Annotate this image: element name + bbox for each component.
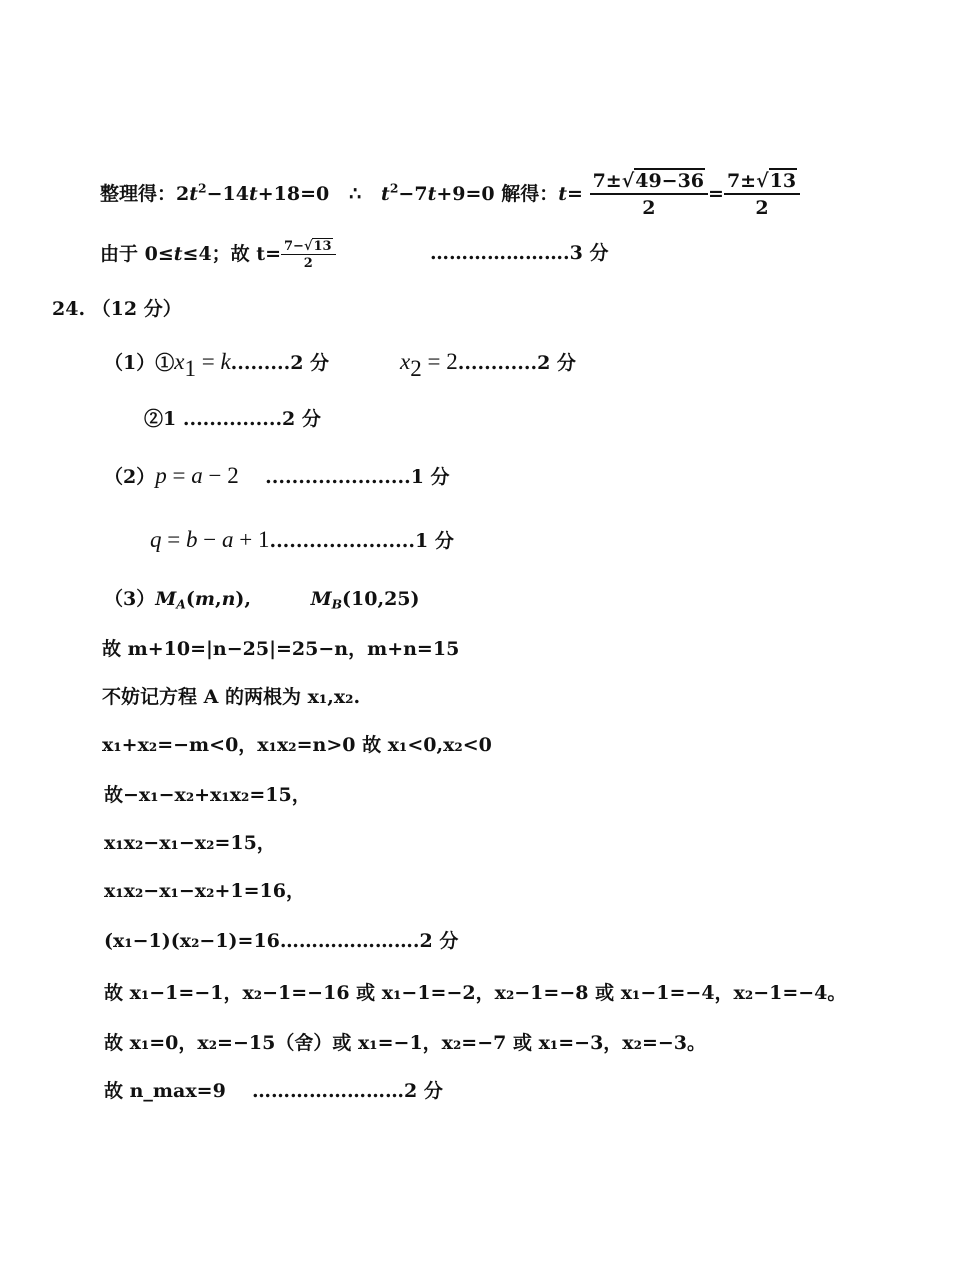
part-1b-line: ②1 ...............2 分 xyxy=(144,408,321,430)
line-simplify: 整理得：$2t^2-14t+18=0$ ∴ $t^2-7t+9=0$ 解得：t= $\frac{7\pm√49-36}{2}$ = $\frac{7\pm√13}{2}$ xyxy=(100,172,800,218)
part-2-score-b: ......................1 分 xyxy=(269,530,454,552)
line-roots: 不妨记方程 A 的两根为 x₁,x₂. xyxy=(102,686,361,708)
part-3-label: （3） xyxy=(104,588,156,610)
part-1-line: $(1)①x_1 = k.........2$ 分 xyxy=(104,349,330,381)
line-c: x₁x₂−x₁−x₂+1=16， xyxy=(104,880,305,902)
part-2-label: （2） xyxy=(104,466,156,488)
part-1-label: （1）① xyxy=(104,352,175,374)
part-2-score-a: ......................1 分 xyxy=(265,466,450,488)
fraction-3: $\frac{7-√13}{2}$ xyxy=(281,240,336,270)
part-3-line: $(3)M_A(m,n)$, $M_B(10,25)$ xyxy=(104,588,420,612)
line-g: 故 n_max=9 xyxy=(104,1080,226,1102)
fraction-2: $\frac{7\pm√13}{2}$ xyxy=(724,172,800,218)
line-b: x₁x₂−x₁−x₂=15， xyxy=(104,832,276,854)
line-range: 由于 0≤t≤4；故 t= $\frac{7-√13}{2}$ xyxy=(100,240,336,270)
fraction-2-den: 2 xyxy=(755,197,769,219)
fraction-1-den: 2 xyxy=(642,197,656,219)
line-mn: 故 m+10=|n−25|=25−n，m+n=15 xyxy=(102,638,460,660)
line-e: 故 x₁−1=−1，x₂−1=−16 或 x₁−1=−2，x₂−1=−8 或 x₁−1=−4，x₂−1=−4。 xyxy=(104,982,847,1004)
part-2-line: （2）p = a − 2 ......................1 分 xyxy=(104,463,450,488)
question-24-header: 24. （12 分） xyxy=(52,298,182,320)
part-1-x2: $x_2 = 2............2$ 分 xyxy=(400,349,576,381)
line-d: (x₁−1)(x₂−1)=16………………….2 分 xyxy=(104,930,459,952)
line-g-score: ……………………2 分 xyxy=(252,1080,443,1102)
radicand-2: 13 xyxy=(769,170,797,192)
score-line-2: ………………….3 分 xyxy=(430,242,609,264)
part-1-score-b: ............2 分 xyxy=(457,352,576,374)
line-vieta: x₁+x₂=−m<0，x₁x₂=n>0 故 x₁<0,x₂<0 xyxy=(102,734,492,756)
part-1-score-a: .........2 分 xyxy=(230,352,330,374)
part-2b-line: q = b − a + 1......................1 分 xyxy=(150,527,454,552)
fraction-1: $\frac{7\pm√49-36}{2}$ xyxy=(590,172,708,218)
line-a: 故−x₁−x₂+x₁x₂=15， xyxy=(104,784,311,806)
line-f: 故 x₁=0，x₂=−15（舍）或 x₁=−1，x₂=−7 或 x₁=−3，x₂=−3。 xyxy=(104,1032,707,1054)
radicand-1: 49−36 xyxy=(635,170,705,192)
